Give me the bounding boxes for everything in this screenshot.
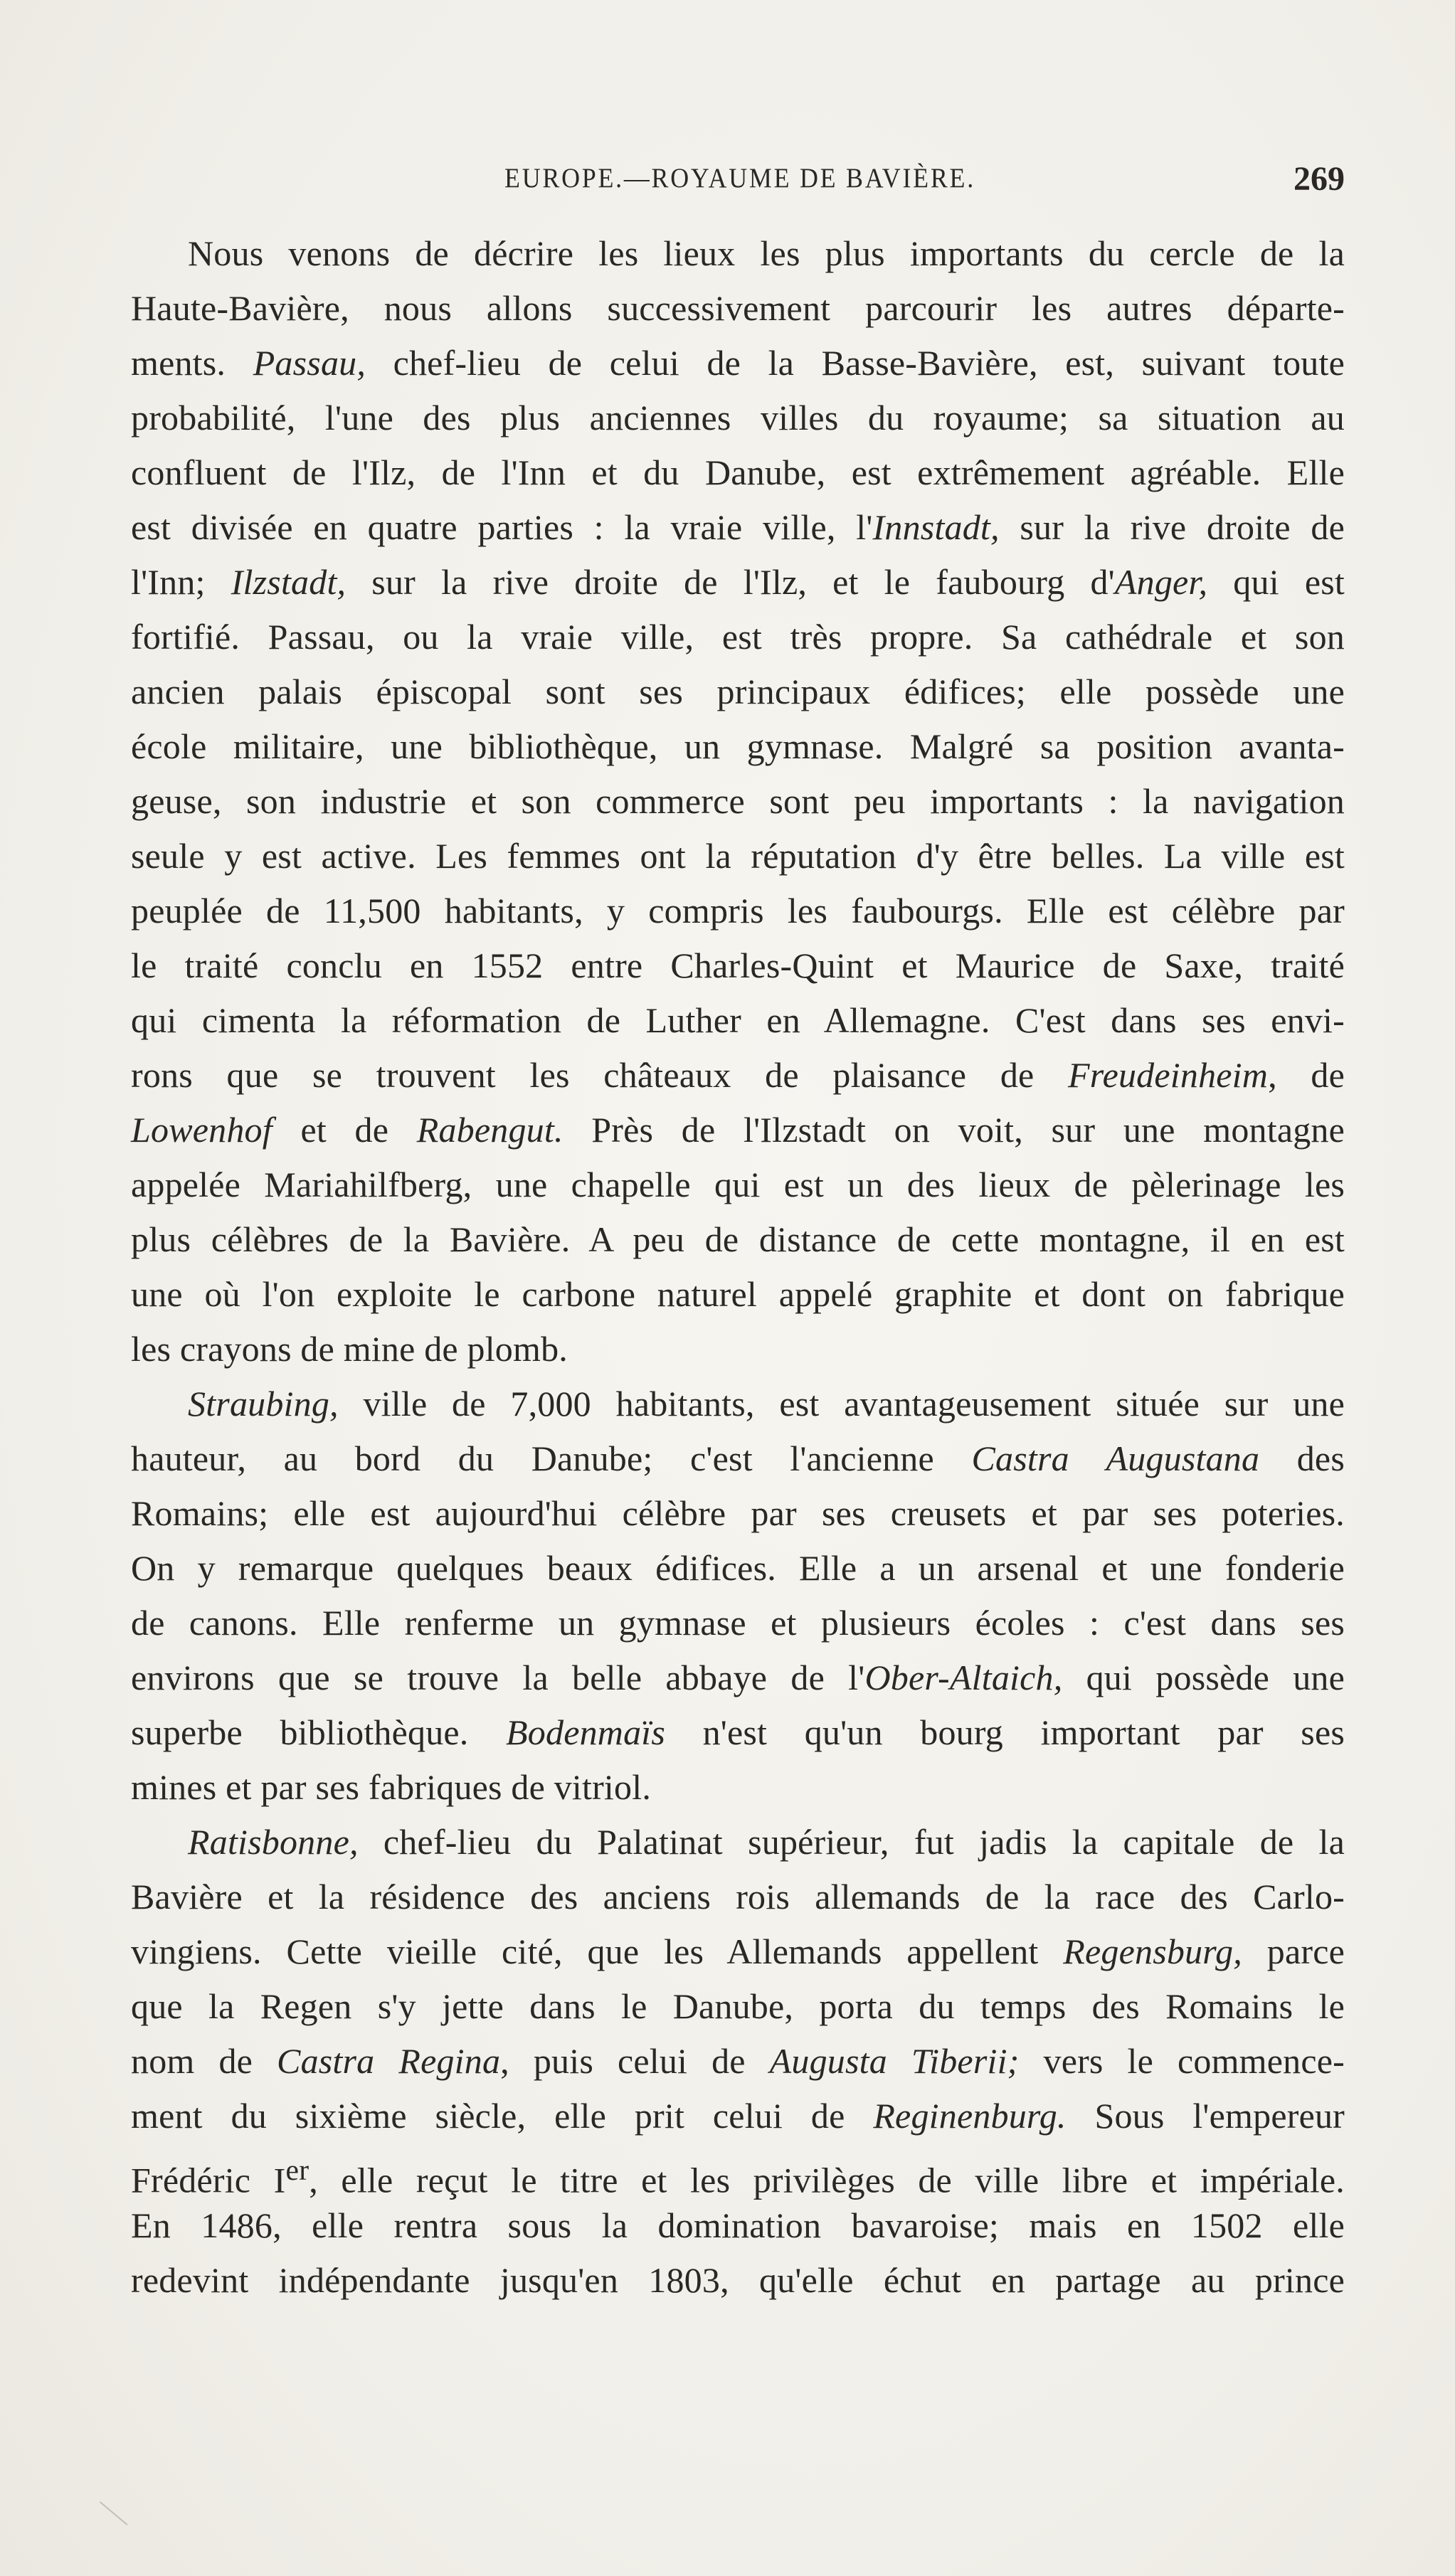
- text-line: environs que se trouve la belle abbaye de l'Ober-Altaich, qui possède une: [131, 1658, 1345, 1697]
- text-line: école militaire, une bibliothèque, un gymnase. Malgré sa position avanta-: [131, 726, 1345, 766]
- body-text: [131, 226, 1345, 2308]
- italic-term: Castra Augustana: [971, 1438, 1260, 1478]
- text-line: superbe bibliothèque. Bodenmaïs n'est qu'un bourg important par ses: [131, 1712, 1345, 1752]
- text-line: peuplée de 11,500 habitants, y compris les faubourgs. Elle est célèbre par: [131, 891, 1345, 931]
- text-line: seule y est active. Les femmes ont la réputation d'y être belles. La ville est: [131, 836, 1345, 876]
- pencil-mark-icon: [100, 2469, 155, 2525]
- text-line: les crayons de mine de plomb.: [131, 1329, 568, 1369]
- italic-term: Anger,: [1114, 562, 1208, 602]
- page-number: 269: [1293, 160, 1345, 198]
- text-line: ancien palais épiscopal sont ses principaux édifices; elle possède une: [131, 672, 1345, 711]
- italic-term: Bodenmaïs: [506, 1712, 666, 1752]
- italic-term: Freudeinheim: [1068, 1055, 1269, 1095]
- italic-term: Augusta Tiberii;: [769, 2041, 1020, 2081]
- text-line: ment du sixième siècle, elle prit celui de Reginenburg. Sous l'empereur: [131, 2096, 1345, 2136]
- italic-term: Ilzstadt,: [231, 562, 346, 602]
- text-line: Haute-Bavière, nous allons successivement parcourir les autres départe-: [131, 288, 1345, 328]
- text-line: rons que se trouvent les châteaux de plaisance de Freudeinheim, de: [131, 1055, 1345, 1095]
- italic-term: Straubing,: [188, 1384, 339, 1424]
- text-line: geuse, son industrie et son commerce sont peu importants : la navigation: [131, 781, 1345, 821]
- text-line: Lowenhof et de Rabengut. Près de l'Ilzstadt on voit, sur une montagne: [131, 1110, 1345, 1150]
- text-line: qui cimenta la réformation de Luther en Allemagne. C'est dans ses envi-: [131, 1000, 1345, 1040]
- italic-term: Innstadt,: [872, 507, 1000, 547]
- italic-term: Regensburg,: [1063, 1931, 1242, 1971]
- text-line: le traité conclu en 1552 entre Charles-Quint et Maurice de Saxe, traité: [131, 945, 1345, 985]
- text-line: fortifié. Passau, ou la vraie ville, est très propre. Sa cathédrale et son: [131, 617, 1345, 657]
- text-line: hauteur, au bord du Danube; c'est l'ancienne Castra Augustana des: [131, 1438, 1345, 1478]
- text-line: plus célèbres de la Bavière. A peu de distance de cette montagne, il en est: [131, 1219, 1345, 1259]
- text-line: Nous venons de décrire les lieux les plus importants du cercle de la: [188, 233, 1345, 273]
- text-line: Bavière et la résidence des anciens rois allemands de la race des Carlo-: [131, 1877, 1345, 1917]
- italic-term: Ratisbonne,: [188, 1822, 359, 1862]
- italic-term: Ober-Altaich,: [864, 1658, 1063, 1697]
- italic-term: Castra Regina: [277, 2041, 501, 2081]
- italic-term: Rabengut.: [416, 1110, 564, 1150]
- text-line: redevint indépendante jusqu'en 1803, qu'elle échut en partage au prince: [131, 2260, 1345, 2300]
- text-line: Straubing, ville de 7,000 habitants, est avantageusement située sur une: [188, 1384, 1345, 1424]
- text-line: ments. Passau, chef-lieu de celui de la Basse-Bavière, est, suivant toute: [131, 343, 1345, 383]
- text-line: Ratisbonne, chef-lieu du Palatinat supérieur, fut jadis la capitale de la: [188, 1822, 1345, 1862]
- text-line: l'Inn; Ilzstadt, sur la rive droite de l'Ilz, et le faubourg d'Anger, qui est: [131, 562, 1345, 602]
- page-header: [135, 162, 1345, 205]
- text-line: probabilité, l'une des plus anciennes villes du royaume; sa situation au: [131, 398, 1345, 438]
- text-line: En 1486, elle rentra sous la domination bavaroise; mais en 1502 elle: [131, 2205, 1345, 2245]
- italic-term: Reginenburg.: [873, 2096, 1067, 2136]
- text-line: confluent de l'Ilz, de l'Inn et du Danube, est extrêmement agréable. Elle: [131, 452, 1345, 492]
- italic-term: Lowenhof: [131, 1110, 273, 1150]
- text-line: est divisée en quatre parties : la vraie ville, l'Innstadt, sur la rive droite de: [131, 507, 1345, 547]
- text-line: appelée Mariahilfberg, une chapelle qui est un des lieux de pèlerinage les: [131, 1165, 1345, 1204]
- text-line: mines et par ses fabriques de vitriol.: [131, 1767, 652, 1807]
- text-line: nom de Castra Regina, puis celui de Augusta Tiberii; vers le commence-: [131, 2041, 1345, 2081]
- text-line: vingiens. Cette vieille cité, que les Allemands appellent Regensburg, parce: [131, 1931, 1345, 1971]
- italic-term: Passau,: [253, 343, 366, 383]
- text-line: Romains; elle est aujourd'hui célèbre par ses creusets et par ses poteries.: [131, 1493, 1345, 1533]
- text-line: que la Regen s'y jette dans le Danube, porta du temps des Romains le: [131, 1986, 1345, 2026]
- running-head: EUROPE.—ROYAUME DE BAVIÈRE.: [504, 163, 975, 194]
- text-line: de canons. Elle renferme un gymnase et plusieurs écoles : c'est dans ses: [131, 1603, 1345, 1643]
- text-line: Frédéric Ier, elle reçut le titre et les privilèges de ville libre et impériale.: [131, 2154, 1345, 2200]
- text-line: une où l'on exploite le carbone naturel appelé graphite et dont on fabrique: [131, 1274, 1345, 1314]
- text-line: On y remarque quelques beaux édifices. Elle a un arsenal et une fonderie: [131, 1548, 1345, 1588]
- superscript: er: [285, 2154, 309, 2187]
